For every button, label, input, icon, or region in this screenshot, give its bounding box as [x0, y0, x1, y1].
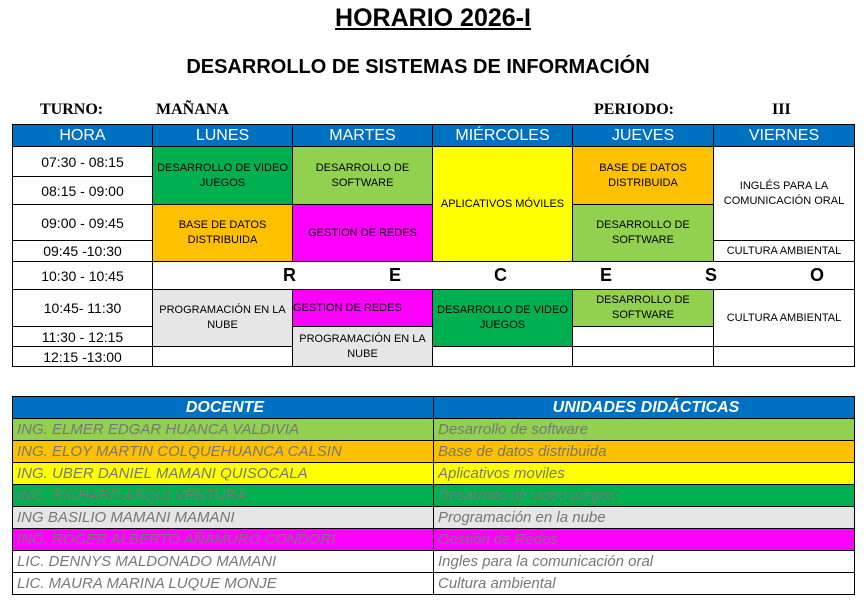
docente-cell: LIC. DENNYS MALDONADO MAMANI [13, 551, 434, 573]
docente-cell: ING BASILIO MAMANI MAMANI [13, 507, 434, 529]
course-cell: DESARROLLO DE SOFTWARE [573, 290, 714, 327]
header-lunes: LUNES [153, 125, 293, 147]
staff-table [12, 396, 855, 595]
time-slot: 09:45 -10:30 [13, 241, 153, 262]
empty-cell [573, 327, 714, 347]
header-unidades: UNIDADES DIDÁCTICAS [434, 397, 855, 419]
schedule-row [13, 147, 855, 177]
unidad-cell: Cultura ambiental [434, 573, 855, 595]
turno-value: MAÑANA [156, 101, 229, 118]
unidad-cell: Aplicativos moviles [434, 463, 855, 485]
receso-letter: R [283, 265, 296, 285]
course-cell: PROGRAMACIÓN EN LA NUBE [153, 290, 293, 347]
course-cell: BASE DE DATOS DISTRIBUIDA [153, 205, 293, 262]
empty-cell [433, 347, 573, 367]
receso-cell [153, 262, 855, 290]
header-hora: HORA [13, 125, 153, 147]
course-cell: GESTION DE REDES [293, 290, 433, 327]
docente-cell: ING. RICHARD ASQUI VENTURA [13, 485, 434, 507]
course-cell: CULTURA AMBIENTAL [714, 241, 855, 262]
staff-row [13, 507, 855, 529]
periodo-value: III [772, 101, 791, 118]
time-slot: 09:00 - 09:45 [13, 205, 153, 241]
time-slot: 11:30 - 12:15 [13, 327, 153, 347]
staff-row [13, 419, 855, 441]
receso-letter: S [704, 265, 717, 285]
receso-row [13, 262, 855, 290]
title-text: HORARIO 2026-I [335, 4, 531, 32]
unidad-cell: Ingles para la comunicación oral [434, 551, 855, 573]
staff-row [13, 529, 855, 551]
course-cell: APLICATIVOS MÓVILES [433, 147, 573, 262]
header-martes: MARTES [293, 125, 433, 147]
schedule-header-row [13, 125, 855, 147]
schedule-table [12, 124, 855, 367]
staff-row [13, 463, 855, 485]
receso-letter: C [493, 265, 507, 285]
course-cell: DESARROLLO DE SOFTWARE [293, 147, 433, 205]
header-viernes: VIERNES [714, 125, 855, 147]
time-slot: 12:15 -13:00 [13, 347, 153, 367]
schedule-row [13, 347, 855, 367]
header-jueves: JUEVES [573, 125, 714, 147]
staff-row [13, 485, 855, 507]
course-cell: DESARROLLO DE VIDEO JUEGOS [433, 290, 573, 347]
time-slot: 10:45- 11:30 [13, 290, 153, 327]
empty-cell [153, 347, 293, 367]
schedule-row [13, 290, 855, 327]
course-cell: BASE DE DATOS DISTRIBUIDA [573, 147, 714, 205]
periodo-label: PERIODO: [594, 101, 674, 118]
course-cell: GESTION DE REDES [293, 205, 433, 262]
page-title [0, 4, 866, 33]
docente-cell: LIC. MAURA MARINA LUQUE MONJE [13, 573, 434, 595]
page-subtitle: DESARROLLO DE SISTEMAS DE INFORMACIÓN [186, 56, 650, 78]
staff-header-row [13, 397, 855, 419]
unidad-cell: Base de datos distribuida [434, 441, 855, 463]
receso-letter: E [599, 265, 612, 285]
course-cell: PROGRAMACIÓN EN LA NUBE [293, 327, 433, 367]
docente-cell: ING. UBER DANIEL MAMANI QUISOCALA [13, 463, 434, 485]
docente-cell: ING. ROGER ALBERTO AÑAMURO CONDORI [13, 529, 434, 551]
docente-cell: ING. ELMER EDGAR HUANCA VALDIVIA [13, 419, 434, 441]
header-docente: DOCENTE [13, 397, 434, 419]
staff-row [13, 441, 855, 463]
course-cell: DESARROLLO DE VIDEO JUEGOS [153, 147, 293, 205]
staff-row [13, 551, 855, 573]
time-slot: 08:15 - 09:00 [13, 177, 153, 205]
receso-letter: O [809, 265, 824, 285]
empty-cell [714, 347, 855, 367]
header-miercoles: MIÉRCOLES [433, 125, 573, 147]
course-cell: INGLÉS PARA LA COMUNICACIÓN ORAL [714, 147, 855, 241]
unidad-cell: Desarrollo de video juegos [434, 485, 855, 507]
time-slot: 07:30 - 08:15 [13, 147, 153, 177]
time-slot: 10:30 - 10:45 [13, 262, 153, 290]
unidad-cell: Desarrollo de software [434, 419, 855, 441]
receso-letter: E [388, 265, 401, 285]
course-cell: CULTURA AMBIENTAL [714, 290, 855, 347]
empty-cell [573, 347, 714, 367]
docente-cell: ING. ELOY MARTIN COLQUEHUANCA CALSIN [13, 441, 434, 463]
course-cell: DESARROLLO DE SOFTWARE [573, 205, 714, 262]
staff-row [13, 573, 855, 595]
unidad-cell: Gestión de Redes [434, 529, 855, 551]
unidad-cell: Programación en la nube [434, 507, 855, 529]
turno-label: TURNO: [40, 101, 104, 118]
